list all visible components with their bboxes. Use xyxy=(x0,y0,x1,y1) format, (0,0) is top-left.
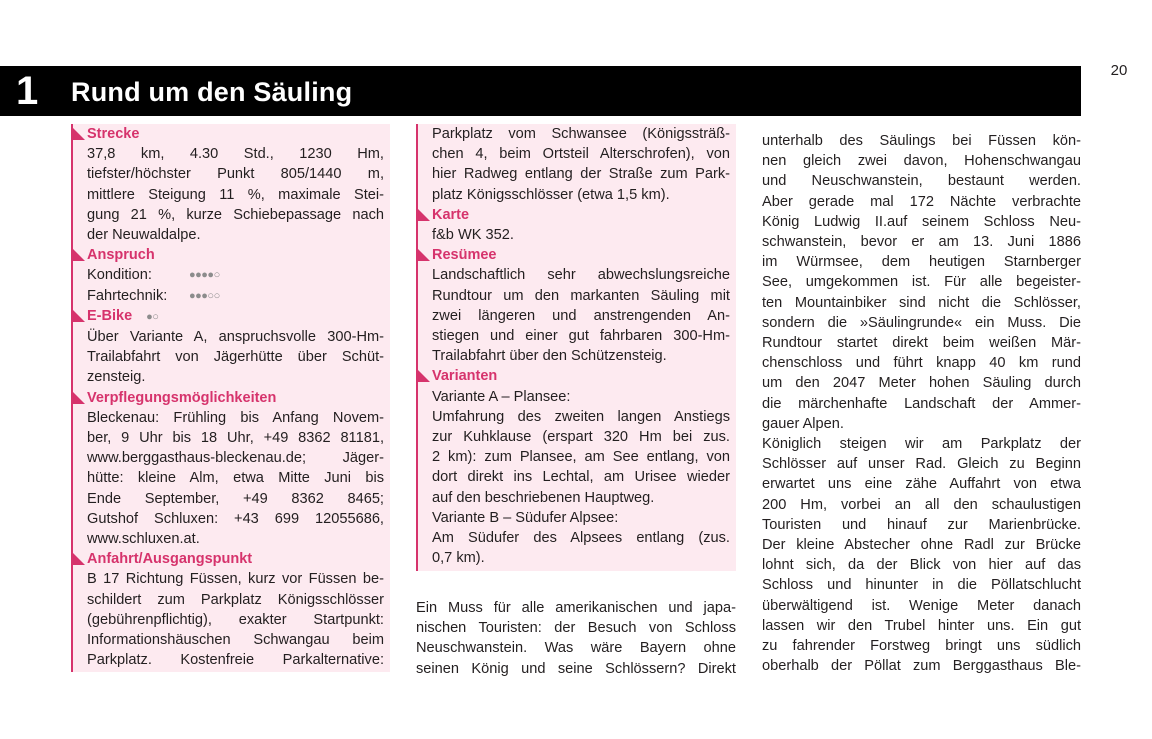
text-line: mittlere Steigung 11 %, maximale Stei- xyxy=(87,186,384,203)
section-varianten xyxy=(432,366,736,568)
text-line: Am Südufer des Alpsees entlang (zus. xyxy=(432,530,730,547)
text-line: stiegen und einer gut fahrbaren 300-Hm- xyxy=(432,328,730,345)
text-line: B 17 Richtung Füssen, kurz vor Füssen be- xyxy=(87,571,384,588)
text-line: 200 Hm, vorbei an all den schaulustigen xyxy=(762,496,1081,513)
text-line: schwanstein, bevor er am 13. Juni 1886 xyxy=(762,234,1081,251)
text-line: dort direkt ins Lechtal, am Urisee wieder xyxy=(432,469,730,486)
text-line: Königlich steigen wir am Parkplatz der xyxy=(762,436,1081,453)
text-line: hier Radweg entlang der Straße zum Park- xyxy=(432,166,730,183)
text-line: unterhalb des Säulings bei Füssen kön- xyxy=(762,133,1081,149)
heading-ebike xyxy=(87,306,390,327)
text-line: www.berggasthaus-bleckenau.de; Jäger- xyxy=(87,450,384,467)
section-ebike xyxy=(87,306,390,388)
text-line: Trailabfahrt von Jägerhütte über Schüt- xyxy=(87,349,384,366)
text-line: überwältigend ist. Wenige Meter danach xyxy=(762,597,1081,614)
text-line: 0,7 km). xyxy=(432,550,485,567)
text-line: seinen König und seine Schlössern? Direkt xyxy=(416,660,736,677)
heading-resuemee: Resümee xyxy=(432,245,736,265)
info-box-left xyxy=(71,124,390,672)
rating-label: Fahrtechnik: xyxy=(87,287,168,304)
text-line: zur Kuhklause (erspart 320 Hm bei zus. xyxy=(432,429,730,446)
text-line: www.schluxen.at. xyxy=(87,531,200,548)
text-line: hütte: kleine Alm, etwa Mitte Juni bis xyxy=(87,470,384,487)
anfahrt-text xyxy=(87,569,390,670)
section-strecke xyxy=(87,124,390,245)
heading-verpflegung: Verpflegungsmöglichkeiten xyxy=(87,388,390,408)
page-number: 20 xyxy=(1110,62,1128,79)
text-line: chen 4, beim Ortsteil Alterschrofen), von xyxy=(432,146,730,163)
text-line: Variante B – Südufer Alpsee: xyxy=(432,509,619,526)
text-line: zwei längeren und anstrengenden An- xyxy=(432,307,730,324)
text-line: Trailabfahrt über den Schützensteig. xyxy=(432,348,667,365)
text-line: König Ludwig II.auf seinem Schloss Neu- xyxy=(762,213,1081,230)
text-line: 37,8 km, 4.30 Std., 1230 Hm, xyxy=(87,146,384,163)
section-karte xyxy=(432,205,736,245)
section-anfahrt xyxy=(87,549,390,670)
info-box-middle xyxy=(416,124,736,571)
rating-label: Kondition: xyxy=(87,267,152,284)
text-line: lohnt sich, da der Blick von hier auf das xyxy=(762,557,1081,574)
heading-karte: Karte xyxy=(432,205,736,225)
text-line: platz Königsschlösser (etwa 1,5 km). xyxy=(432,186,670,203)
text-line: nen gleich zwei davon, Hohenschwangau xyxy=(762,153,1081,170)
verpflegung-text xyxy=(87,408,390,549)
text-line: chenschloss und führt knapp 40 km rund xyxy=(762,355,1081,372)
tour-number: 1 xyxy=(16,69,39,113)
text-line: f&b WK 352. xyxy=(432,227,514,244)
text-line: Der kleine Abstecher ohne Radl zur Brücke xyxy=(762,537,1081,554)
text-line: Aber gerade mal 172 Nächte verbrachte xyxy=(762,193,1081,210)
karte-text xyxy=(432,225,736,245)
text-line: im Würmsee, dem heutigen Starnberger xyxy=(762,254,1081,271)
text-line: ten Mountainbiker sind nicht die Schlösser, xyxy=(762,294,1081,311)
text-line: Parkplatz. Kostenfreie Parkalternative: xyxy=(87,652,384,669)
text-line: Landschaftlich sehr abwechslungsreiche xyxy=(432,267,730,284)
heading-varianten: Varianten xyxy=(432,366,736,386)
anfahrt-continued-text xyxy=(432,124,736,205)
resuemee-text xyxy=(432,265,736,366)
text-line: nischen Touristen: der Besuch von Schloss xyxy=(416,620,736,637)
text-line: die märchenhafte Landschaft der Ammer- xyxy=(762,395,1081,412)
text-line: und Neuschwanstein, bestaunt werden. xyxy=(762,173,1081,190)
heading-anspruch: Anspruch xyxy=(87,245,390,265)
text-line: oberhalb der Pöllat zum Berggasthaus Ble- xyxy=(762,658,1081,675)
text-line: Rundtour um den markanten Säuling mit xyxy=(432,287,730,304)
section-anspruch xyxy=(87,245,390,306)
text-line: Touristen und hinauf zur Marienbrücke. xyxy=(762,516,1081,533)
text-line: Variante A – Plansee: xyxy=(432,388,571,405)
text-line: lassen wir den Trubel hinter uns. Ein gut xyxy=(762,617,1081,634)
ebike-text xyxy=(87,327,390,388)
text-line: Schlösser auf unser Rad. Gleich zu Beginn xyxy=(762,456,1081,473)
text-line: zu fahrender Forstweg bringt uns südlich xyxy=(762,638,1081,655)
ebike-rating-dots-icon: ●○ xyxy=(146,310,159,323)
heading-strecke: Strecke xyxy=(87,124,390,144)
text-line: Gutshof Schluxen: +43 699 12055686, xyxy=(87,510,384,527)
text-line: Ende September, +49 8362 8465; xyxy=(87,490,384,507)
heading-ebike-label: E-Bike xyxy=(87,307,133,324)
text-line: auf den beschriebenen Hauptweg. xyxy=(432,489,655,506)
text-line: Umfahrung des zweiten langen Anstiegs xyxy=(432,408,730,425)
rating-kondition xyxy=(87,265,390,285)
rating-dots-icon: ●●●○○ xyxy=(189,289,220,302)
rating-dots-icon: ●●●●○ xyxy=(189,269,220,282)
text-line: schildert zum Parkplatz Königsschlösser xyxy=(87,591,384,608)
strecke-text xyxy=(87,144,390,245)
text-line: Schloss und hinunter in die Pöllatschlucht xyxy=(762,577,1081,594)
text-line: zensteig. xyxy=(87,369,146,386)
text-line: See, umgekommen ist. Für alle begeister- xyxy=(762,274,1081,291)
text-line: 2 km): zum Plansee, am See entlang, von xyxy=(432,449,730,466)
text-line: gung 21 %, kurze Schiebepassage nach xyxy=(87,206,384,223)
section-resuemee xyxy=(432,245,736,366)
heading-anfahrt: Anfahrt/Ausgangspunkt xyxy=(87,549,390,569)
body-text-middle xyxy=(416,598,736,679)
text-line: (gebührenpflichtig), exakter Startpunkt: xyxy=(87,611,384,628)
text-line: Ein Muss für alle amerikanischen und japa- xyxy=(416,600,736,616)
varianten-text xyxy=(432,387,736,569)
text-line: Bleckenau: Frühling bis Anfang Novem- xyxy=(87,409,384,426)
text-line: tiefster/höchster Punkt 805/1440 m, xyxy=(87,166,384,183)
text-line: erwartet uns eine zähe Auffahrt von etwa xyxy=(762,476,1081,493)
text-line: um den 2047 Meter hohen Säuling durch xyxy=(762,375,1081,392)
text-line: Über Variante A, anspruchsvolle 300-Hm- xyxy=(87,329,384,346)
page-title: Rund um den Säuling xyxy=(71,77,353,107)
text-line: gauer Alpen. xyxy=(762,415,844,432)
text-line: Rundtour startet direkt beim weißen Mär- xyxy=(762,335,1081,352)
section-verpflegung xyxy=(87,388,390,550)
text-line: Parkplatz vom Schwansee (Königssträß- xyxy=(432,126,730,142)
text-line: sondern die »Säulingrunde« ein Muss. Die xyxy=(762,314,1081,331)
rating-fahrtechnik xyxy=(87,286,390,306)
title-bar xyxy=(0,66,1081,116)
text-line: Informationshäuschen Schwangau beim xyxy=(87,632,384,649)
text-line: der Neuwaldalpe. xyxy=(87,227,201,244)
text-line: ber, 9 Uhr bis 18 Uhr, +49 8362 81181, xyxy=(87,430,384,447)
body-text-right xyxy=(762,131,1081,676)
section-anfahrt-continued xyxy=(432,124,736,205)
text-line: Neuschwanstein. Was wäre Bayern ohne xyxy=(416,640,736,657)
